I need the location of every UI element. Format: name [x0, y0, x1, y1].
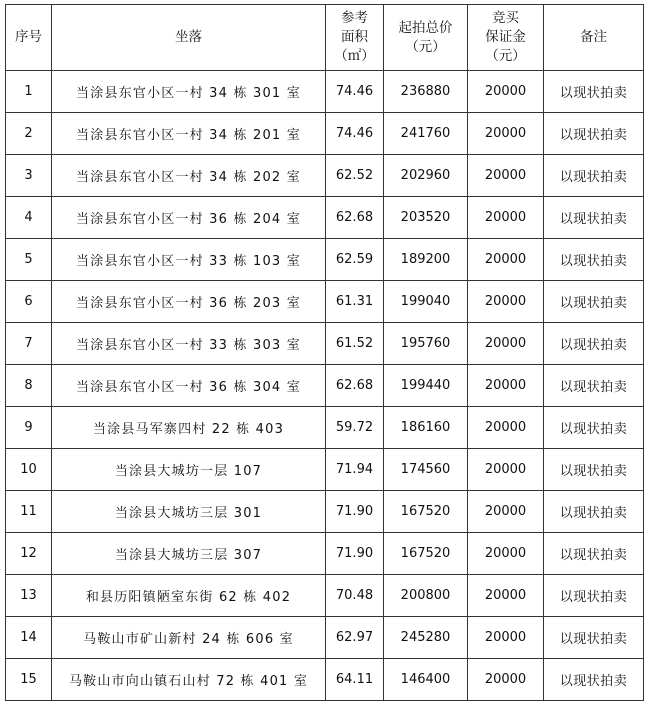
cell-note: 以现状拍卖	[544, 239, 644, 281]
header-deposit-line: 保证金	[485, 29, 526, 45]
cell-location: 当涂县东官小区一村 34 栋 301 室	[52, 71, 326, 113]
cell-area: 70.48	[326, 575, 384, 617]
cell-start-price: 241760	[384, 113, 468, 155]
cell-deposit: 20000	[468, 71, 544, 113]
cell-start-price: 199040	[384, 281, 468, 323]
table-row	[6, 449, 644, 491]
cell-start-price: 189200	[384, 239, 468, 281]
cell-area: 74.46	[326, 71, 384, 113]
cell-start-price: 202960	[384, 155, 468, 197]
cell-no: 7	[6, 323, 52, 365]
cell-no: 15	[6, 659, 52, 701]
table-row	[6, 365, 644, 407]
cell-deposit: 20000	[468, 365, 544, 407]
table-row	[6, 491, 644, 533]
cell-note: 以现状拍卖	[544, 71, 644, 113]
cell-start-price: 167520	[384, 491, 468, 533]
cell-note: 以现状拍卖	[544, 449, 644, 491]
cell-note: 以现状拍卖	[544, 617, 644, 659]
cell-no: 14	[6, 617, 52, 659]
cell-note: 以现状拍卖	[544, 155, 644, 197]
cell-area: 62.97	[326, 617, 384, 659]
cell-note: 以现状拍卖	[544, 113, 644, 155]
cell-note: 以现状拍卖	[544, 281, 644, 323]
header-area-line: 面积	[341, 29, 368, 45]
cell-location: 当涂县东官小区一村 36 栋 204 室	[52, 197, 326, 239]
cell-location: 当涂县大城坊一层 107	[52, 449, 326, 491]
cell-start-price: 200800	[384, 575, 468, 617]
cell-note: 以现状拍卖	[544, 407, 644, 449]
cell-location: 马鞍山市矿山新村 24 栋 606 室	[52, 617, 326, 659]
cell-area: 61.31	[326, 281, 384, 323]
cell-no: 5	[6, 239, 52, 281]
cell-no: 13	[6, 575, 52, 617]
header-no: 序号	[6, 5, 52, 71]
cell-note: 以现状拍卖	[544, 575, 644, 617]
cell-area: 59.72	[326, 407, 384, 449]
cell-location: 当涂县大城坊三层 301	[52, 491, 326, 533]
cell-start-price: 167520	[384, 533, 468, 575]
table-body	[6, 71, 644, 701]
header-deposit	[468, 5, 544, 71]
header-row	[6, 5, 644, 71]
table-row	[6, 281, 644, 323]
cell-no: 9	[6, 407, 52, 449]
cell-location: 当涂县东官小区一村 33 栋 303 室	[52, 323, 326, 365]
table-row	[6, 113, 644, 155]
cell-location: 当涂县东官小区一村 36 栋 203 室	[52, 281, 326, 323]
header-start-price-line: 起拍总价	[398, 19, 453, 36]
cell-area: 64.11	[326, 659, 384, 701]
cell-location: 当涂县马军寨四村 22 栋 403	[52, 407, 326, 449]
header-note: 备注	[544, 5, 644, 71]
cell-location: 当涂县东官小区一村 34 栋 201 室	[52, 113, 326, 155]
header-area	[326, 5, 384, 71]
cell-deposit: 20000	[468, 617, 544, 659]
table-header	[6, 5, 644, 71]
cell-no: 10	[6, 449, 52, 491]
cell-area: 62.52	[326, 155, 384, 197]
cell-location: 和县历阳镇陋室东街 62 栋 402	[52, 575, 326, 617]
cell-start-price: 199440	[384, 365, 468, 407]
table-row	[6, 323, 644, 365]
cell-area: 62.68	[326, 197, 384, 239]
cell-note: 以现状拍卖	[544, 533, 644, 575]
cell-deposit: 20000	[468, 239, 544, 281]
header-area-line: （㎡）	[334, 48, 375, 64]
cell-deposit: 20000	[468, 533, 544, 575]
table-row	[6, 617, 644, 659]
cell-start-price: 146400	[384, 659, 468, 701]
cell-location: 当涂县东官小区一村 33 栋 103 室	[52, 239, 326, 281]
cell-area: 74.46	[326, 113, 384, 155]
cell-start-price: 195760	[384, 323, 468, 365]
cell-no: 11	[6, 491, 52, 533]
cell-location: 马鞍山市向山镇石山村 72 栋 401 室	[52, 659, 326, 701]
cell-deposit: 20000	[468, 491, 544, 533]
header-location: 坐落	[52, 5, 326, 71]
header-deposit-line: （元）	[485, 48, 526, 64]
cell-note: 以现状拍卖	[544, 323, 644, 365]
cell-no: 2	[6, 113, 52, 155]
cell-area: 62.59	[326, 239, 384, 281]
cell-no: 6	[6, 281, 52, 323]
cell-no: 1	[6, 71, 52, 113]
cell-deposit: 20000	[468, 575, 544, 617]
cell-area: 61.52	[326, 323, 384, 365]
cell-note: 以现状拍卖	[544, 365, 644, 407]
cell-area: 71.90	[326, 533, 384, 575]
table-row	[6, 197, 644, 239]
cell-deposit: 20000	[468, 323, 544, 365]
cell-no: 8	[6, 365, 52, 407]
header-start-price-line: （元）	[405, 38, 446, 55]
cell-deposit: 20000	[468, 197, 544, 239]
cell-location: 当涂县大城坊三层 307	[52, 533, 326, 575]
cell-deposit: 20000	[468, 281, 544, 323]
property-auction-table	[5, 4, 644, 701]
cell-start-price: 174560	[384, 449, 468, 491]
table-row	[6, 407, 644, 449]
header-deposit-line: 竞买	[492, 10, 519, 26]
cell-no: 4	[6, 197, 52, 239]
cell-area: 62.68	[326, 365, 384, 407]
cell-deposit: 20000	[468, 407, 544, 449]
cell-deposit: 20000	[468, 155, 544, 197]
cell-location: 当涂县东官小区一村 36 栋 304 室	[52, 365, 326, 407]
cell-deposit: 20000	[468, 113, 544, 155]
cell-area: 71.94	[326, 449, 384, 491]
cell-start-price: 186160	[384, 407, 468, 449]
cell-location: 当涂县东官小区一村 34 栋 202 室	[52, 155, 326, 197]
cell-note: 以现状拍卖	[544, 491, 644, 533]
table-row	[6, 155, 644, 197]
cell-no: 3	[6, 155, 52, 197]
header-area-line: 参考	[341, 10, 368, 26]
table-row	[6, 71, 644, 113]
cell-no: 12	[6, 533, 52, 575]
header-start-price	[384, 5, 468, 71]
cell-deposit: 20000	[468, 449, 544, 491]
cell-note: 以现状拍卖	[544, 659, 644, 701]
table-row	[6, 533, 644, 575]
cell-start-price: 245280	[384, 617, 468, 659]
table-row	[6, 659, 644, 701]
table-row	[6, 239, 644, 281]
table-row	[6, 575, 644, 617]
cell-area: 71.90	[326, 491, 384, 533]
cell-note: 以现状拍卖	[544, 197, 644, 239]
cell-deposit: 20000	[468, 659, 544, 701]
cell-start-price: 236880	[384, 71, 468, 113]
cell-start-price: 203520	[384, 197, 468, 239]
